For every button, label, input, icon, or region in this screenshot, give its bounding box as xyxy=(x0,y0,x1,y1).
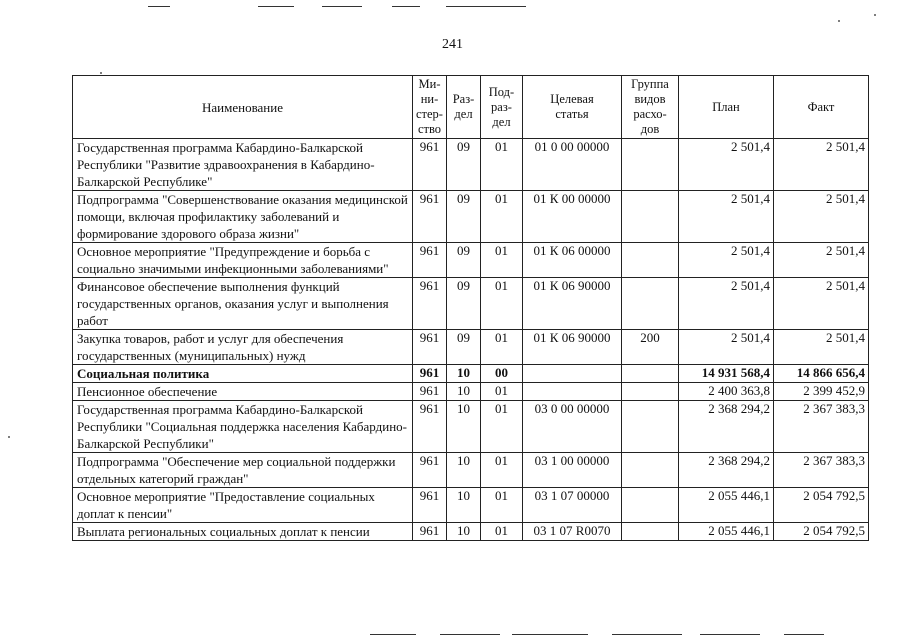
scan-artifact-line xyxy=(612,634,682,635)
row-plan: 2 055 446,1 xyxy=(679,523,774,541)
row-subsection: 01 xyxy=(481,523,523,541)
row-target: 01 0 00 00000 xyxy=(523,139,622,191)
row-subsection: 01 xyxy=(481,383,523,401)
row-fact: 2 501,4 xyxy=(774,191,869,243)
table-row xyxy=(73,401,869,453)
row-ministry: 961 xyxy=(413,523,447,541)
scan-artifact-dot xyxy=(100,72,102,74)
row-target: 03 0 00 00000 xyxy=(523,401,622,453)
row-section: 09 xyxy=(447,191,481,243)
row-section: 09 xyxy=(447,330,481,365)
row-section: 10 xyxy=(447,401,481,453)
table-row xyxy=(73,523,869,541)
row-expense-group xyxy=(622,278,679,330)
row-target: 03 1 07 00000 xyxy=(523,488,622,523)
page-number: 241 xyxy=(442,37,463,52)
row-fact: 14 866 656,4 xyxy=(774,365,869,383)
row-expense-group xyxy=(622,453,679,488)
scan-artifact-line xyxy=(370,634,416,635)
row-expense-group xyxy=(622,243,679,278)
row-expense-group xyxy=(622,523,679,541)
row-plan: 2 501,4 xyxy=(679,243,774,278)
row-expense-group xyxy=(622,191,679,243)
row-section: 09 xyxy=(447,278,481,330)
scan-artifact-line xyxy=(148,6,170,7)
row-ministry: 961 xyxy=(413,243,447,278)
row-name: Выплата региональных социальных доплат к пенсии xyxy=(73,523,413,541)
row-expense-group xyxy=(622,365,679,383)
row-target: 03 1 07 R0070 xyxy=(523,523,622,541)
scan-artifact-dot xyxy=(8,436,10,438)
row-ministry: 961 xyxy=(413,488,447,523)
header-plan: План xyxy=(679,76,774,139)
row-ministry: 961 xyxy=(413,139,447,191)
row-fact: 2 054 792,5 xyxy=(774,488,869,523)
row-subsection: 01 xyxy=(481,191,523,243)
table-row xyxy=(73,488,869,523)
row-name: Социальная политика xyxy=(73,365,413,383)
header-target: Целевая статья xyxy=(523,76,622,139)
scan-artifact-line xyxy=(446,6,526,7)
row-section: 09 xyxy=(447,139,481,191)
row-section: 10 xyxy=(447,383,481,401)
row-fact: 2 054 792,5 xyxy=(774,523,869,541)
budget-table xyxy=(72,75,869,541)
row-name: Закупка товаров, работ и услуг для обеспечения государственных (муниципальных) нужд xyxy=(73,330,413,365)
row-name: Государственная программа Кабардино-Балкарской Республики "Развитие здравоохранения в Кабардино-Балкарской Республике" xyxy=(73,139,413,191)
row-subsection: 01 xyxy=(481,453,523,488)
row-name: Подпрограмма "Совершенствование оказания медицинской помощи, включая профилактику заболеваний и формирование здорового образа жизни" xyxy=(73,191,413,243)
row-expense-group xyxy=(622,401,679,453)
table-row xyxy=(73,383,869,401)
row-plan: 2 501,4 xyxy=(679,330,774,365)
row-subsection: 01 xyxy=(481,139,523,191)
row-plan: 2 400 363,8 xyxy=(679,383,774,401)
row-expense-group xyxy=(622,383,679,401)
row-target xyxy=(523,365,622,383)
row-plan: 14 931 568,4 xyxy=(679,365,774,383)
row-target: 01 К 06 90000 xyxy=(523,330,622,365)
row-subsection: 00 xyxy=(481,365,523,383)
scan-artifact-line xyxy=(258,6,294,7)
row-fact: 2 399 452,9 xyxy=(774,383,869,401)
row-plan: 2 501,4 xyxy=(679,139,774,191)
row-ministry: 961 xyxy=(413,401,447,453)
scan-artifact-line xyxy=(322,6,362,7)
row-name: Основное мероприятие "Предоставление социальных доплат к пенсии" xyxy=(73,488,413,523)
row-subsection: 01 xyxy=(481,401,523,453)
table-row xyxy=(73,453,869,488)
row-plan: 2 501,4 xyxy=(679,191,774,243)
row-name: Пенсионное обеспечение xyxy=(73,383,413,401)
row-ministry: 961 xyxy=(413,330,447,365)
table-row xyxy=(73,330,869,365)
scan-artifact-line xyxy=(512,634,588,635)
table-row xyxy=(73,278,869,330)
row-section: 09 xyxy=(447,243,481,278)
row-expense-group xyxy=(622,488,679,523)
scan-artifact-line xyxy=(700,634,760,635)
table-header-row xyxy=(73,76,869,139)
row-name: Финансовое обеспечение выполнения функций государственных органов, оказания услуг и выполнения работ xyxy=(73,278,413,330)
table-row xyxy=(73,139,869,191)
table-row xyxy=(73,365,869,383)
header-expense-group: Группа видов расхо- дов xyxy=(622,76,679,139)
table-body xyxy=(73,139,869,541)
row-subsection: 01 xyxy=(481,278,523,330)
row-ministry: 961 xyxy=(413,383,447,401)
row-name: Основное мероприятие "Предупреждение и борьба с социально значимыми инфекционными заболеваниями" xyxy=(73,243,413,278)
row-ministry: 961 xyxy=(413,191,447,243)
row-ministry: 961 xyxy=(413,365,447,383)
row-name: Государственная программа Кабардино-Балкарской Республики "Социальная поддержка населения Кабардино-Балкарской Республики" xyxy=(73,401,413,453)
row-ministry: 961 xyxy=(413,453,447,488)
row-fact: 2 501,4 xyxy=(774,278,869,330)
header-section: Раз- дел xyxy=(447,76,481,139)
row-subsection: 01 xyxy=(481,243,523,278)
scan-artifact-dot xyxy=(838,20,840,22)
row-fact: 2 501,4 xyxy=(774,243,869,278)
header-subsection: Под- раз- дел xyxy=(481,76,523,139)
header-name: Наименование xyxy=(73,76,413,139)
row-plan: 2 055 446,1 xyxy=(679,488,774,523)
scan-artifact-line xyxy=(440,634,500,635)
row-section: 10 xyxy=(447,453,481,488)
row-section: 10 xyxy=(447,365,481,383)
header-fact: Факт xyxy=(774,76,869,139)
row-section: 10 xyxy=(447,488,481,523)
table-row xyxy=(73,243,869,278)
scan-artifact-line xyxy=(392,6,420,7)
row-section: 10 xyxy=(447,523,481,541)
header-ministry: Ми- ни- стер- ство xyxy=(413,76,447,139)
row-ministry: 961 xyxy=(413,278,447,330)
row-fact: 2 501,4 xyxy=(774,330,869,365)
row-plan: 2 368 294,2 xyxy=(679,401,774,453)
row-target: 01 К 06 90000 xyxy=(523,278,622,330)
row-subsection: 01 xyxy=(481,330,523,365)
row-target xyxy=(523,383,622,401)
row-target: 01 К 00 00000 xyxy=(523,191,622,243)
row-subsection: 01 xyxy=(481,488,523,523)
row-fact: 2 501,4 xyxy=(774,139,869,191)
row-expense-group xyxy=(622,139,679,191)
row-expense-group: 200 xyxy=(622,330,679,365)
row-plan: 2 368 294,2 xyxy=(679,453,774,488)
scan-artifact-dot xyxy=(874,14,876,16)
scan-artifact-line xyxy=(784,634,824,635)
table-row xyxy=(73,191,869,243)
row-target: 01 К 06 00000 xyxy=(523,243,622,278)
row-plan: 2 501,4 xyxy=(679,278,774,330)
row-name: Подпрограмма "Обеспечение мер социальной поддержки отдельных категорий граждан" xyxy=(73,453,413,488)
row-fact: 2 367 383,3 xyxy=(774,453,869,488)
row-fact: 2 367 383,3 xyxy=(774,401,869,453)
row-target: 03 1 00 00000 xyxy=(523,453,622,488)
